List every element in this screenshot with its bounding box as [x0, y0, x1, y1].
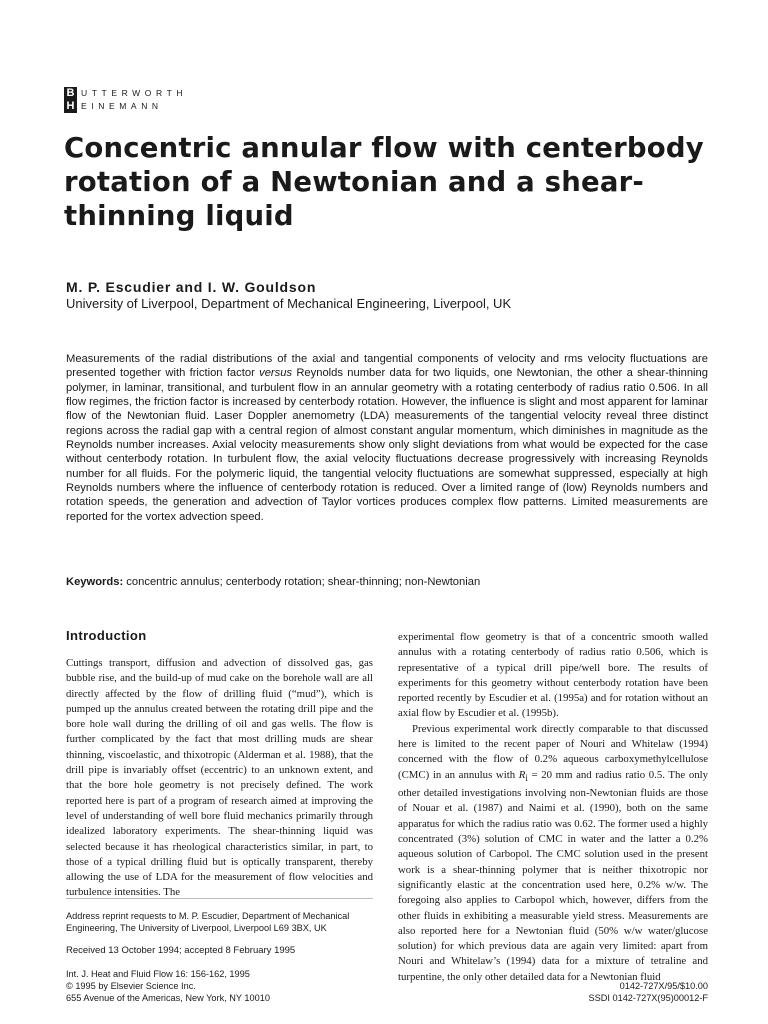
introduction-paragraph-3	[398, 722, 708, 985]
article-codes	[508, 980, 708, 1004]
left-column	[66, 656, 373, 901]
radius-subscript: i	[525, 772, 528, 783]
abstract-part1: Measurements of the radial distributions of the axial and tangential components of velocity and rms velocity fluctuations are presented together with friction factor	[66, 353, 708, 380]
received-dates: Received 13 October 1994; accepted 8 February 1995	[66, 945, 296, 956]
abstract	[66, 352, 708, 524]
ssdi-code: SSDI 0142-727X(95)00012-F	[588, 993, 708, 1003]
paper-title: Concentric annular flow with centerbody rotation of a Newtonian and a shear-thinning liquid	[64, 132, 704, 232]
abstract-versus: versus	[259, 367, 293, 380]
radius-symbol: R	[518, 768, 526, 781]
keywords-text: concentric annulus; centerbody rotation; shear-thinning; non-Newtonian	[123, 576, 481, 588]
publisher-logo-letter-h: H	[64, 100, 77, 113]
keywords	[66, 576, 726, 588]
right-column	[398, 630, 708, 985]
issn-code: 0142-727X/95/$10.00	[619, 981, 708, 991]
journal-copyright: © 1995 by Elsevier Science Inc.	[66, 981, 196, 991]
paragraph-3-text-b: = 20 mm and radius ratio 0.5. The only other detailed investigations involving non-Newtonian fluids are those of Nouar et al. (1987) and Naimi et al. (1990), both on the same apparatus for which the radius ratio was 0.62. The former used a highly concentrated (3%) solution of CMC in water and the latter a 0.2% aqueous solution of Carbopol. The CMC solution used in the present work is a shear-thinning polymer that is neither thixotropic nor significantly elastic at the concentration used here, 0.2% w/w. The foregoing also applies to Carbopol which, however, differs from the other fluids in exhibiting a measurable yield stress. Measurements are also reported here for a Newtonian fluid (50% w/w water/glucose solution) for which previous data are again very limited: apart from Nouri and Whitelaw’s (1994) data for a mixture of tetraline and turpentine, the only other detailed data for a Newtonian fluid	[398, 768, 709, 983]
paragraph-3-text-a: Previous experimental work directly comparable to that discussed here is limited to the recent paper of Nouri and Whitelaw (1994) concerned with the flow of 0.2% aqueous carboxymethylcellulose (CMC) in an annulus with	[398, 722, 708, 781]
journal-citation: Int. J. Heat and Fluid Flow 16: 156-162, 1995	[66, 969, 250, 979]
publisher-logo-letter-b: B	[64, 87, 77, 100]
author-affiliation: University of Liverpool, Department of Mechanical Engineering, Liverpool, UK	[66, 296, 512, 311]
paper-authors: M. P. Escudier and I. W. Gouldson	[66, 279, 317, 295]
introduction-heading: Introduction	[66, 628, 147, 643]
reprint-footnote: Address reprint requests to M. P. Escudier, Department of Mechanical Engineering, The University of Liverpool, Liverpool L69 3BX, UK	[66, 911, 350, 933]
journal-info	[66, 968, 386, 1004]
publisher-logo	[64, 87, 204, 113]
keywords-label: Keywords:	[66, 576, 124, 588]
abstract-part2: Reynolds number data for two liquids, one Newtonian, the other a shear-thinning polymer, in laminar, transitional, and turbulent flow in an annular geometry with a rotating centerbody of radius ratio 0.506. In all flow regimes, the friction factor is increased by centerbody rotation. However, the influence is slight and most apparent for laminar flow of the Newtonian fluid. Laser Doppler anemometry (LDA) measurements of the tangential velocity reveal three distinct regions across the radial gap with a central region of almost constant angular momentum, which diminishes in magnitude as the Reynolds number increases. Axial velocity measurements show only slight deviations from what would be expected for the case without centerbody rotation. In turbulent flow, the axial velocity fluctuations decrease progressively with increasing Reynolds number for all fluids. For the polymeric liquid, the tangential velocity fluctuations are somewhat suppressed, especially at high Reynolds numbers where the influence of centerbody rotation is reduced. Over a limited range of (low) Reynolds numbers and rotation speeds, the generation and advection of Taylor vortices produces complex flow patterns. Limited measurements are reported for the vortex advection speed.	[66, 367, 708, 523]
journal-address: 655 Avenue of the Americas, New York, NY 10010	[66, 993, 270, 1003]
publisher-logo-line2: EINEMANN	[81, 101, 163, 111]
introduction-paragraph-2: experimental flow geometry is that of a concentric smooth walled annulus with a rotating centerbody of radius ratio 0.506, which is representative of a typical drill pipe/well bore. The results of experiments for this geometry without centerbody rotation have been reported recently by Escudier et al. (1995a) and for rotation without an axial flow by Escudier et al. (1995b).	[398, 631, 708, 720]
footnote-divider	[66, 898, 373, 899]
introduction-paragraph-1: Cuttings transport, diffusion and advection of dissolved gas, gas bubble rise, and the build-up of mud cake on the borehole wall are all directly affected by the flow of drilling fluid (“mud”), which is pumped up the annulus created between the rotating drill pipe and the bore hole wall during the drilling of oil and gas wells. The flow is further complicated by the fact that most drilling muds are shear thinning, viscoelastic, and thixotropic (Alderman et al. 1988), that the drill pipe is invariably offset (eccentric) to an unknown extent, and that the bore hole geometry is not precisely defined. The work reported here is part of a program of research aimed at improving the level of understanding of well bore fluid mechanics primarily through idealized laboratory experiments. The shear-thinning liquid was selected because it has rheological characteristics similar, in part, to those of a typical drilling fluid but is optically transparent, thereby allowing the use of LDA for the measurement of flow velocities and turbulence intensities. The	[66, 657, 373, 899]
publisher-logo-line1: UTTERWORTH	[81, 88, 188, 98]
